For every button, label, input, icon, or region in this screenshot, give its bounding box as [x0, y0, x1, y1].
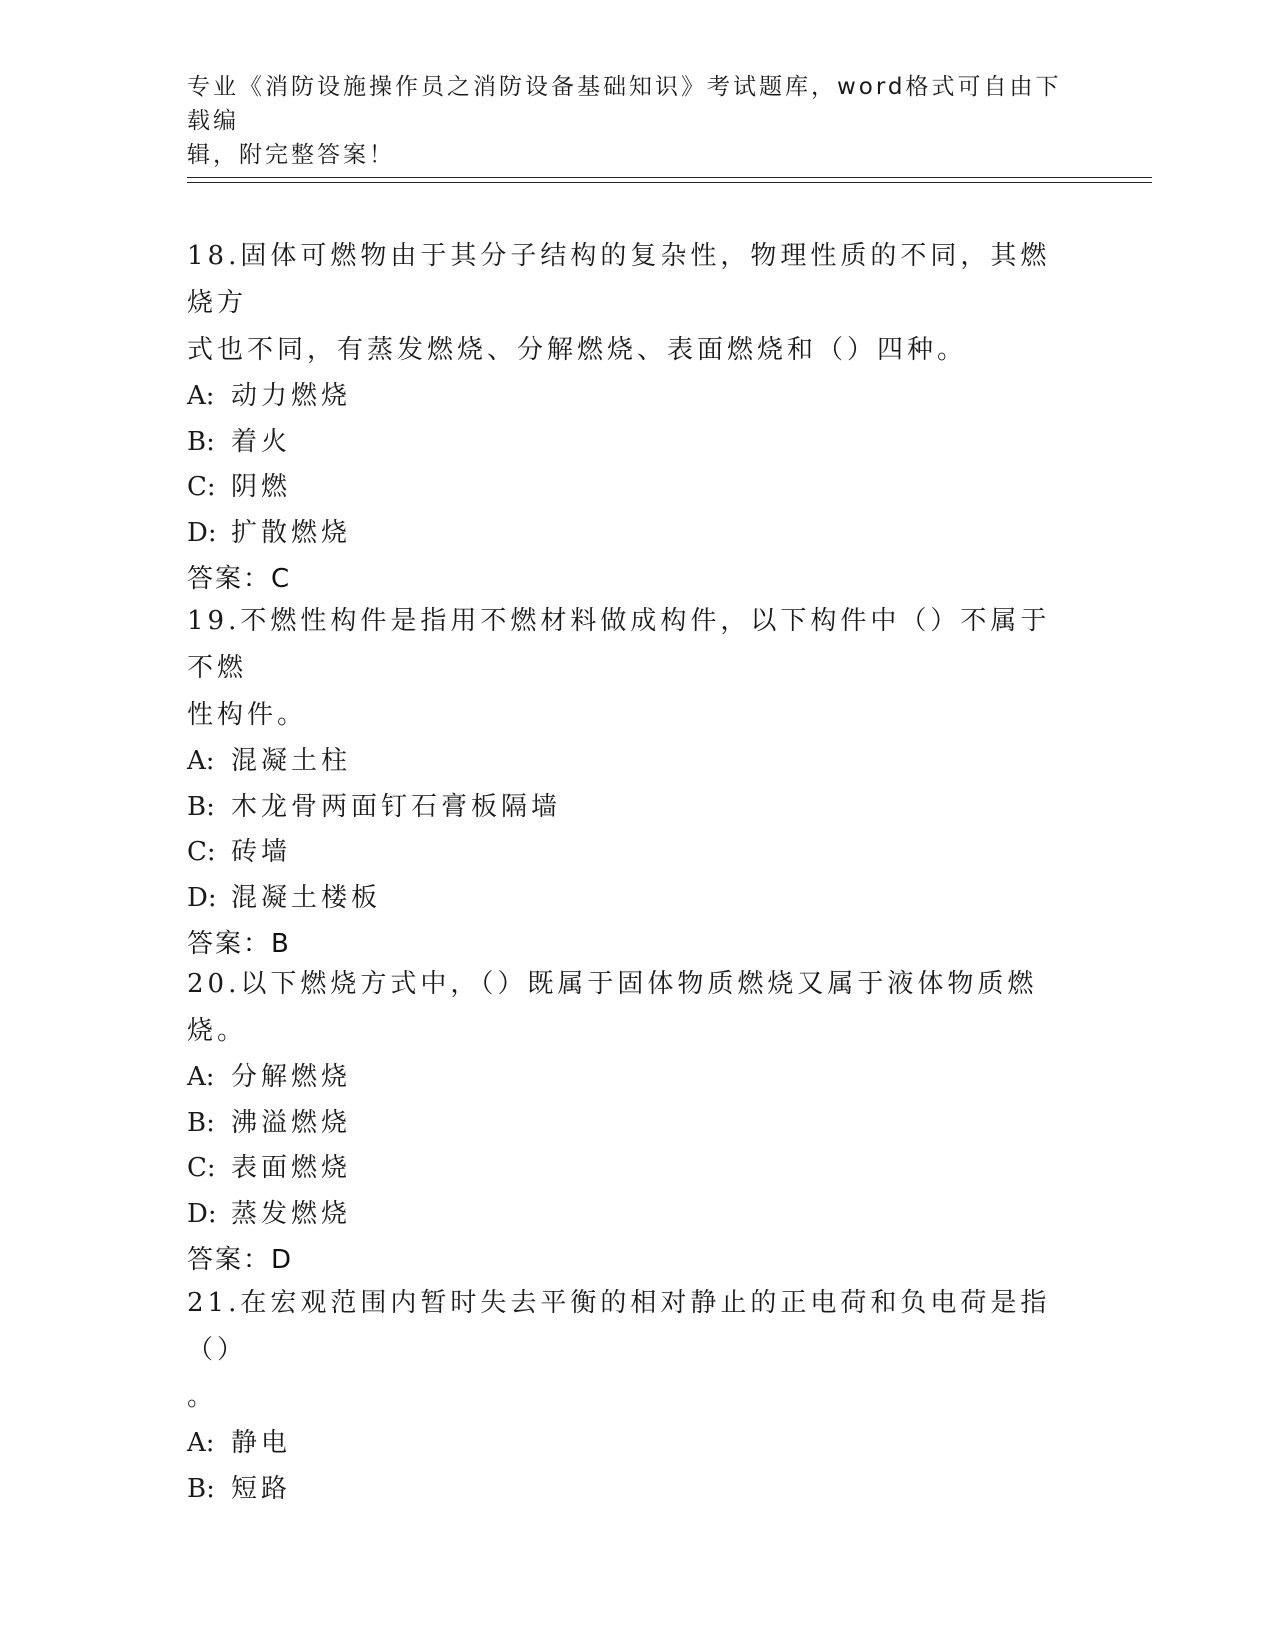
- question-stem: [187, 598, 1077, 739]
- header-line-2: 辑，附完整答案！: [187, 142, 395, 168]
- option-letter: C:: [187, 1153, 216, 1183]
- option-letter: A:: [187, 381, 215, 411]
- option-text: 蒸发燃烧: [231, 1198, 352, 1229]
- option-c: [187, 1146, 1077, 1192]
- option-text: 混凝土楼板: [231, 882, 382, 913]
- option-letter: A:: [187, 746, 215, 776]
- option-text: 静电: [231, 1428, 292, 1458]
- question-stem: [187, 233, 1077, 374]
- option-a: [187, 374, 1077, 420]
- option-c: [187, 465, 1077, 511]
- option-letter: B:: [187, 1473, 215, 1504]
- option-a: [187, 1055, 1077, 1101]
- question-stem-line: 19.不燃性构件是指用不燃材料做成构件，以下构件中（）不属于不燃: [187, 606, 1051, 683]
- header-line-1: 专业《消防设施操作员之消防设备基础知识》考试题库，word格式可自由下载编: [187, 74, 1062, 134]
- option-text: 木龙骨两面钉石膏板隔墙: [231, 791, 562, 822]
- question-stem-line: 18.固体可燃物由于其分子结构的复杂性，物理性质的不同，其燃烧方: [187, 241, 1051, 318]
- option-letter: D:: [187, 882, 217, 913]
- option-letter: D:: [187, 517, 217, 548]
- document-header: [187, 70, 1067, 172]
- option-letter: A:: [187, 1062, 215, 1092]
- answer-line: 答案：B: [187, 929, 291, 959]
- option-text: 表面燃烧: [231, 1153, 352, 1183]
- question-stem-line: 性构件。: [187, 700, 308, 730]
- question-19: [187, 598, 1077, 967]
- option-b: [187, 1101, 1077, 1147]
- header-divider-bottom: [187, 182, 1152, 183]
- option-letter: B:: [187, 426, 215, 457]
- question-stem-line: 21.在宏观范围内暂时失去平衡的相对静止的正电荷和负电荷是指（）: [187, 1288, 1051, 1365]
- option-b: [187, 785, 1077, 831]
- option-a: [187, 739, 1077, 785]
- option-c: [187, 830, 1077, 876]
- option-b: [187, 1467, 1077, 1513]
- option-letter: B:: [187, 1107, 215, 1138]
- option-text: 阴燃: [231, 472, 292, 502]
- option-letter: D:: [187, 1198, 217, 1229]
- option-text: 短路: [231, 1473, 292, 1504]
- question-stem: [187, 961, 1077, 1055]
- option-text: 分解燃烧: [231, 1062, 352, 1092]
- option-text: 混凝土柱: [231, 746, 352, 776]
- option-letter: B:: [187, 791, 215, 822]
- option-text: 动力燃烧: [231, 381, 352, 411]
- question-18: [187, 233, 1077, 602]
- option-text: 扩散燃烧: [231, 517, 352, 548]
- option-letter: C:: [187, 472, 216, 502]
- option-d: [187, 511, 1077, 557]
- question-stem-line: 20.以下燃烧方式中，（）既属于固体物质燃烧又属于液体物质燃烧。: [187, 969, 1038, 1046]
- answer-line: 答案：C: [187, 564, 292, 594]
- question-21: [187, 1280, 1077, 1512]
- header-divider-top: [187, 177, 1152, 178]
- option-letter: C:: [187, 837, 216, 867]
- option-a: [187, 1421, 1077, 1467]
- answer-line: 答案：D: [187, 1245, 294, 1275]
- question-20: [187, 961, 1077, 1283]
- option-text: 着火: [231, 426, 292, 457]
- question-stem-line: 式也不同，有蒸发燃烧、分解燃烧、表面燃烧和（）四种。: [187, 335, 968, 365]
- option-d: [187, 1192, 1077, 1238]
- option-b: [187, 420, 1077, 466]
- option-letter: A:: [187, 1428, 215, 1458]
- option-text: 砖墙: [231, 837, 292, 867]
- option-text: 沸溢燃烧: [231, 1107, 352, 1138]
- question-stem: [187, 1280, 1077, 1421]
- question-stem-line: 。: [187, 1382, 218, 1412]
- option-d: [187, 876, 1077, 922]
